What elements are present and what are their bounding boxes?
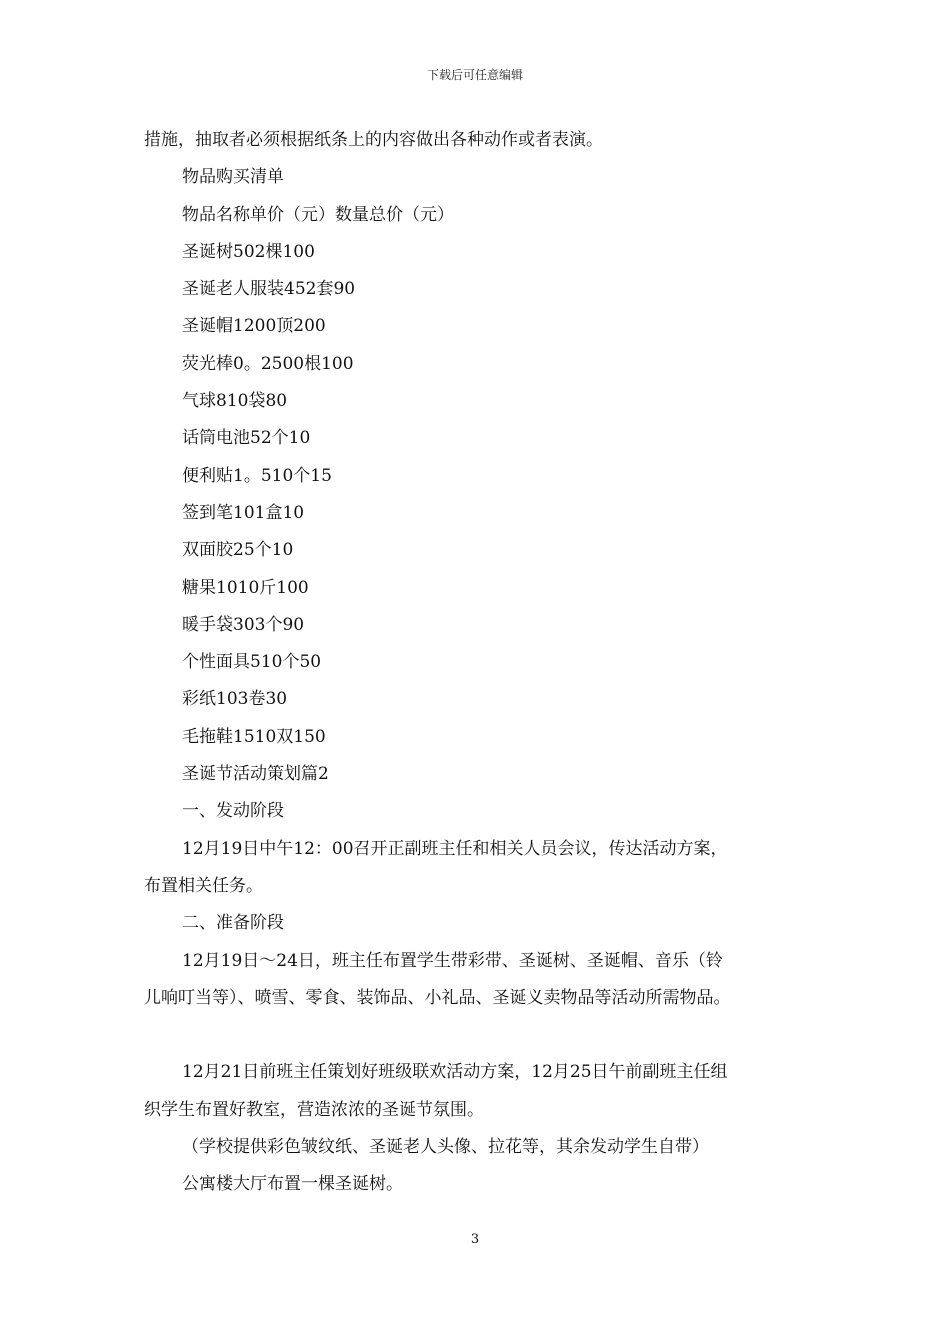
section-heading: 一、发动阶段 bbox=[182, 801, 284, 822]
section-heading: 物品购买清单 bbox=[182, 167, 284, 188]
list-item: 个性面具510个50 bbox=[182, 652, 322, 673]
section-heading: 二、准备阶段 bbox=[182, 913, 284, 934]
list-item: 暖手袋303个90 bbox=[182, 614, 305, 635]
list-item: 圣诞帽1200顶200 bbox=[182, 316, 326, 337]
paragraph-line: 12月19日～24日，班主任布置学生带彩带、圣诞树、圣诞帽、音乐（铃 bbox=[182, 950, 723, 971]
document-body bbox=[144, 122, 820, 1204]
list-item: 圣诞老人服装452套90 bbox=[182, 279, 356, 300]
page-header: 下载后可任意编辑 bbox=[426, 68, 523, 82]
paragraph-line: 措施，抽取者必须根据纸条上的内容做出各种动作或者表演。 bbox=[144, 130, 603, 150]
list-item: 话筒电池52个10 bbox=[182, 428, 311, 449]
list-item: 便利贴1。510个15 bbox=[182, 465, 332, 486]
list-item: 气球810袋80 bbox=[182, 391, 288, 412]
section-title: 圣诞节活动策划篇2 bbox=[182, 764, 329, 785]
list-item: 毛拖鞋1510双150 bbox=[182, 726, 326, 747]
list-item: 糖果1010斤100 bbox=[182, 577, 309, 598]
page-number: 3 bbox=[470, 1232, 480, 1247]
list-item: 彩纸103卷30 bbox=[182, 689, 288, 710]
list-item: 荧光棒0。2500根100 bbox=[182, 353, 354, 374]
paragraph-line: 12月21日前班主任策划好班级联欢活动方案，12月25日午前副班主任组 bbox=[182, 1062, 728, 1083]
list-item: 签到笔101盒10 bbox=[182, 502, 305, 523]
paragraph-line: （学校提供彩色皱纹纸、圣诞老人头像、拉花等，其余发动学生自带） bbox=[182, 1137, 709, 1158]
paragraph-line: 12月19日中午12：00召开正副班主任和相关人员会议，传达活动方案， bbox=[182, 838, 728, 859]
paragraph-line: 织学生布置好教室，营造浓浓的圣诞节氛围。 bbox=[144, 1099, 484, 1120]
paragraph-line: 布置相关任务。 bbox=[144, 875, 263, 896]
list-header: 物品名称单价（元）数量总价（元） bbox=[182, 204, 454, 225]
list-item: 双面胶25个10 bbox=[182, 540, 294, 561]
blank-line bbox=[144, 1017, 820, 1054]
list-item: 圣诞树502棵100 bbox=[182, 241, 315, 262]
paragraph-line: 公寓楼大厅布置一棵圣诞树。 bbox=[182, 1174, 403, 1195]
paragraph-line: 儿响叮当等）、喷雪、零食、装饰品、小礼品、圣诞义卖物品等活动所需物品。 bbox=[144, 987, 731, 1008]
